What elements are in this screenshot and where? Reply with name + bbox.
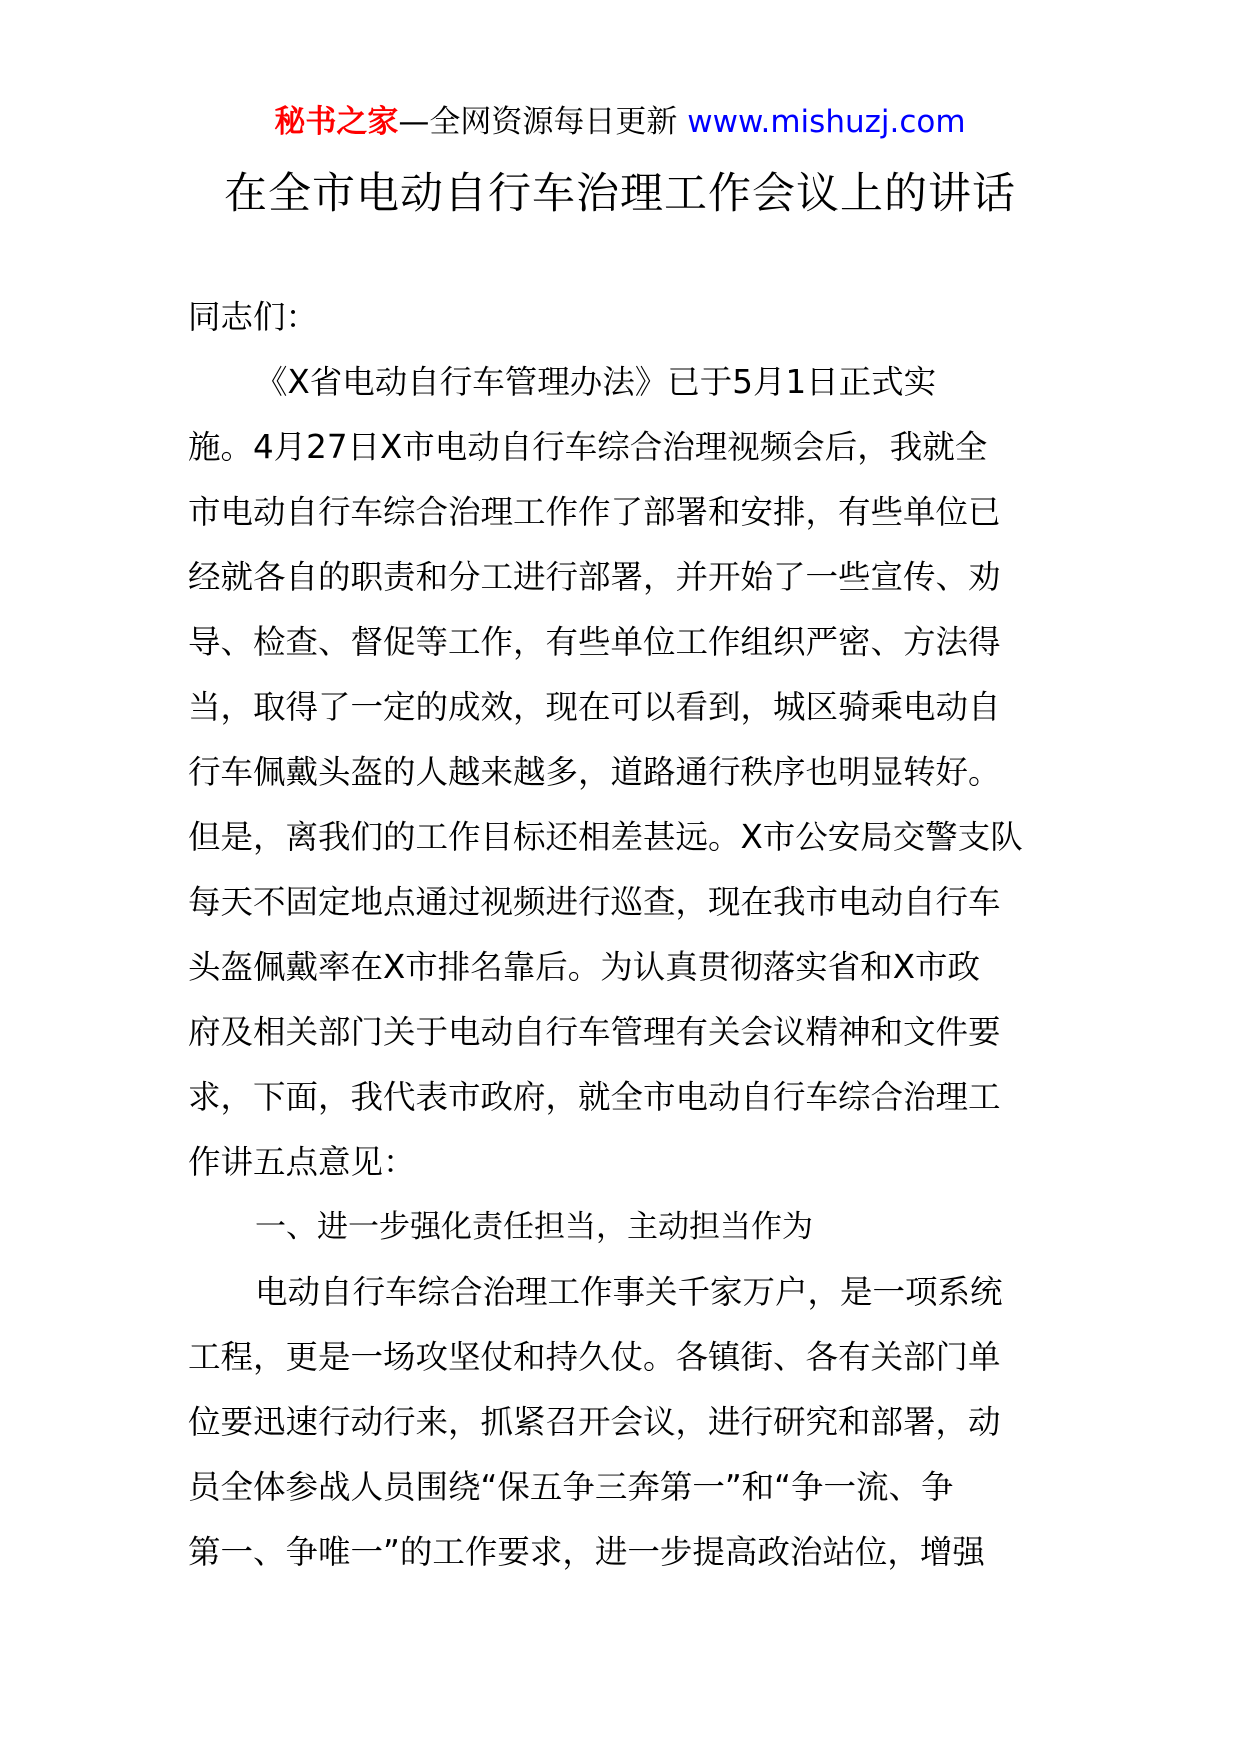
body-line: 府及相关部门关于电动自行车管理有关会议精神和文件要	[188, 1013, 1001, 1051]
body-line: 当，取得了一定的成效，现在可以看到，城区骑乘电动自	[188, 688, 1001, 726]
body-line: 市电动自行车综合治理工作作了部署和安排，有些单位已	[188, 493, 1001, 531]
body-line: 员全体参战人员围绕“保五争三奔第一”和“争一流、争	[188, 1468, 954, 1506]
site-header	[0, 102, 1240, 142]
body-line: 但是，离我们的工作目标还相差甚远。X市公安局交警支队	[188, 818, 1023, 856]
body-line: 《X省电动自行车管理办法》已于5月1日正式实	[255, 363, 937, 401]
header-tagline: —全网资源每日更新	[398, 104, 678, 140]
body-line: 每天不固定地点通过视频进行巡查，现在我市电动自行车	[188, 883, 1001, 921]
section-heading: 一、进一步强化责任担当，主动担当作为	[255, 1209, 813, 1245]
body-line: 作讲五点意见：	[188, 1143, 416, 1181]
body-line: 行车佩戴头盔的人越来越多，道路通行秩序也明显转好。	[188, 753, 1001, 791]
body-line: 经就各自的职责和分工进行部署，并开始了一些宣传、劝	[188, 558, 1001, 596]
body-line: 电动自行车综合治理工作事关千家万户，是一项系统	[255, 1273, 1003, 1311]
body-line: 求，下面，我代表市政府，就全市电动自行车综合治理工	[188, 1078, 1001, 1116]
body-line: 施。4月27日X市电动自行车综合治理视频会后，我就全	[188, 428, 988, 466]
document-title: 在全市电动自行车治理工作会议上的讲话	[224, 169, 1016, 219]
body-line: 位要迅速行动行来，抓紧召开会议，进行研究和部署，动	[188, 1403, 1001, 1441]
site-url-link[interactable]: www.mishuzj.com	[687, 104, 966, 140]
document-body	[188, 297, 1058, 1597]
salutation: 同志们：	[188, 298, 319, 336]
body-line: 头盔佩戴率在X市排名靠后。为认真贯彻落实省和X市政	[188, 948, 981, 986]
body-line: 第一、争唯一”的工作要求，进一步提高政治站位，增强	[188, 1533, 985, 1571]
body-line: 导、检查、督促等工作，有些单位工作组织严密、方法得	[188, 623, 1001, 661]
brand-name: 秘书之家	[274, 104, 399, 140]
body-line: 工程，更是一场攻坚仗和持久仗。各镇街、各有关部门单	[188, 1338, 1001, 1376]
